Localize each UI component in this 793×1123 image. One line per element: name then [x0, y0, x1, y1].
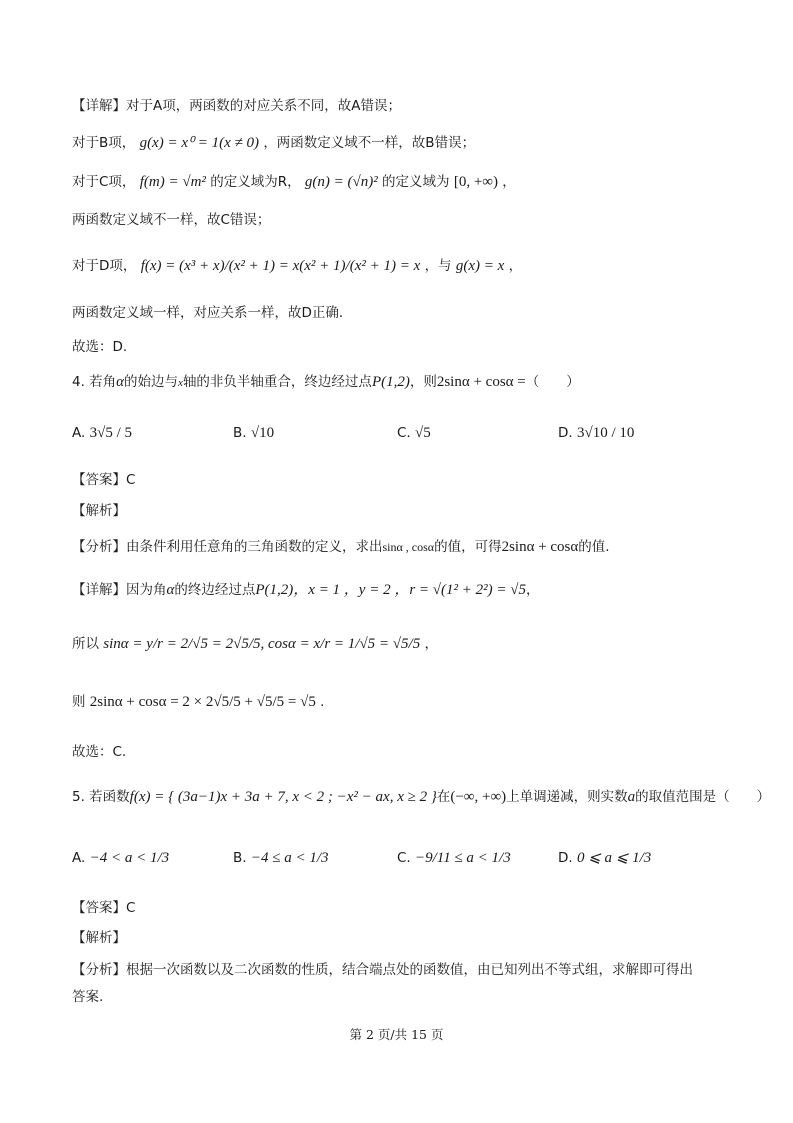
q4-answer-text: 【答案】C [72, 472, 136, 488]
d-formula: f(x) = (x³ + x)/(x² + 1) = x(x² + 1)/(x² + 1) = x [140, 258, 421, 274]
q4-option-b-value: √10 [250, 425, 275, 441]
q5-a: a [627, 789, 636, 805]
q5-stem-a: 5. 若函数 [72, 789, 130, 805]
q5-option-a-value: −4 < a < 1/3 [89, 850, 170, 866]
b-prefix: 对于B项， [72, 135, 136, 151]
c2-text: 两函数定义域不一样，故C错误； [72, 212, 271, 228]
q5-option-b-label: B. [233, 850, 247, 866]
d-prefix: 对于D项， [72, 258, 137, 274]
q4-detail [72, 580, 540, 600]
q5-option-a [72, 848, 169, 868]
detail-line-d [72, 256, 522, 276]
q4-detail-a: 【详解】因为角 [72, 582, 167, 598]
page-footer: 第 2 页/共 15 页 [349, 1027, 444, 1042]
q4-analysis [72, 537, 610, 557]
q4-analysis-head [72, 501, 126, 521]
q4-analysis-c: 的值. [578, 539, 610, 555]
detail-line-c [72, 172, 516, 192]
q4-stem-e: （ ） [525, 374, 580, 390]
detail-line-b [72, 133, 475, 153]
q4-detail-c: ， [526, 582, 540, 598]
q4-x: x [178, 377, 183, 389]
detail-line-c2 [72, 210, 270, 230]
q4-stem-c: 轴的非负半轴重合，终边经过点 [182, 374, 372, 390]
q5-option-d-value: 0 ⩽ a ⩽ 1/3 [576, 850, 652, 866]
d-g-formula: g(x) = x [455, 258, 505, 274]
q5-stem-b: 在 [436, 789, 451, 805]
q4-option-a-label: A. [72, 425, 86, 441]
c-domain: [0, +∞) [453, 174, 498, 190]
q4-analysis-sc: sinα , cosα [382, 540, 435, 554]
q5-option-c [397, 848, 511, 868]
c-g-formula: g(n) = (√n)² [304, 174, 378, 190]
q4-solution-1 [72, 634, 438, 654]
q5-analysis-1-text: 【分析】根据一次函数以及二次函数的性质，结合端点处的函数值，由已知列出不等式组，求解即可得出 [72, 962, 693, 978]
q5-analysis-head-text: 【解析】 [72, 930, 126, 946]
q4-sol1-prefix: 所以 [72, 636, 99, 652]
q4-detail-alpha: α [166, 582, 175, 598]
q4-option-b [233, 423, 274, 443]
q4-sol2-suffix: . [320, 694, 325, 710]
q4-option-b-label: B. [233, 425, 247, 441]
q4-option-c-label: C. [397, 425, 411, 441]
q5-option-b-value: −4 ≤ a < 1/3 [250, 850, 329, 866]
q4-choice-text: 故选：C. [72, 744, 127, 760]
q5-option-b [233, 848, 329, 868]
c-suffix: ， [502, 174, 516, 190]
q4-analysis-b: 的值，可得 [434, 539, 502, 555]
q5-stem [72, 787, 770, 807]
q4-answer [72, 470, 135, 490]
c-prefix: 对于C项， [72, 174, 136, 190]
q5-analysis-head [72, 928, 126, 948]
q4-sol1-suffix: ， [424, 636, 438, 652]
q4-stem-b: 的始边与 [124, 374, 179, 390]
q5-option-d [558, 848, 651, 868]
q5-answer-text: 【答案】C [72, 900, 136, 916]
q5-analysis-1 [72, 960, 693, 980]
q4-stem-d: ，则 [409, 374, 437, 390]
q4-sol2-formula: 2sinα + cosα = 2 × 2√5/5 + √5/5 = √5 [89, 694, 316, 710]
detail-line-a [72, 96, 401, 116]
q4-choice [72, 742, 126, 762]
q4-option-a [72, 423, 132, 443]
q4-expr: 2sinα + cosα = [436, 374, 526, 390]
q5-analysis-2 [72, 987, 103, 1007]
q4-detail-b: 的终边经过点 [174, 582, 256, 598]
q4-solution-2 [72, 692, 324, 712]
q4-stem-a: 4. 若角 [72, 374, 117, 390]
b-formula: g(x) = x⁰ = 1(x ≠ 0) [139, 135, 260, 151]
q4-option-c-value: √5 [415, 425, 431, 441]
q4-point: P(1,2) [371, 374, 410, 390]
d-mid: ，与 [424, 258, 452, 274]
q5-option-c-label: C. [397, 850, 411, 866]
choice-line-3 [72, 337, 127, 357]
d-suffix: ， [508, 258, 523, 274]
q5-answer [72, 898, 135, 918]
q4-option-d-label: D. [558, 425, 573, 441]
q5-stem-c: 上单调递减，则实数 [506, 789, 628, 805]
c-mid1: 的定义域为R， [210, 174, 301, 190]
choice-3-text: 故选：D. [72, 339, 128, 355]
q4-alpha: α [116, 374, 125, 390]
q5-stem-d: 的取值范围是（ ） [635, 789, 771, 805]
detail-a-text: 【详解】对于A项，两函数的对应关系不同，故A错误； [72, 98, 401, 114]
q4-analysis-expr: 2sinα + cosα [501, 539, 579, 555]
detail-line-d2 [72, 303, 343, 323]
q5-option-a-label: A. [72, 850, 86, 866]
q5-option-c-value: −9/11 ≤ a < 1/3 [415, 850, 511, 866]
q4-option-d-value: 3√10 / 10 [576, 425, 635, 441]
d2-text: 两函数定义域一样，对应关系一样，故D正确. [72, 305, 344, 321]
q5-interval: (−∞, +∞) [450, 789, 507, 805]
q4-option-c [397, 423, 431, 443]
q4-option-d [558, 423, 634, 443]
q4-sol1-formula: sinα = y/r = 2/√5 = 2√5/5, cosα = x/r = 1/√5 = √5/5 [103, 636, 421, 652]
q5-option-d-label: D. [558, 850, 573, 866]
q4-detail-vals: ，x = 1 ，y = 2 ，r = √(1² + 2²) = √5 [293, 582, 526, 598]
c-f-formula: f(m) = √m² [139, 174, 206, 190]
q5-function: f(x) = { (3a−1)x + 3a + 7, x < 2 ; −x² − ax, x ≥ 2 } [129, 789, 437, 805]
q4-analysis-a: 【分析】由条件利用任意角的三角函数的定义，求出 [72, 539, 383, 555]
q4-analysis-head-text: 【解析】 [72, 503, 126, 519]
c-mid2: 的定义域为 [382, 174, 450, 190]
b-suffix: ，两函数定义域不一样，故B错误； [263, 135, 476, 151]
q4-detail-point: P(1,2) [255, 582, 294, 598]
q4-stem [72, 372, 580, 393]
q4-sol2-prefix: 则 [72, 694, 86, 710]
q5-analysis-2-text: 答案. [72, 989, 104, 1005]
q4-option-a-value: 3√5 / 5 [89, 425, 132, 441]
